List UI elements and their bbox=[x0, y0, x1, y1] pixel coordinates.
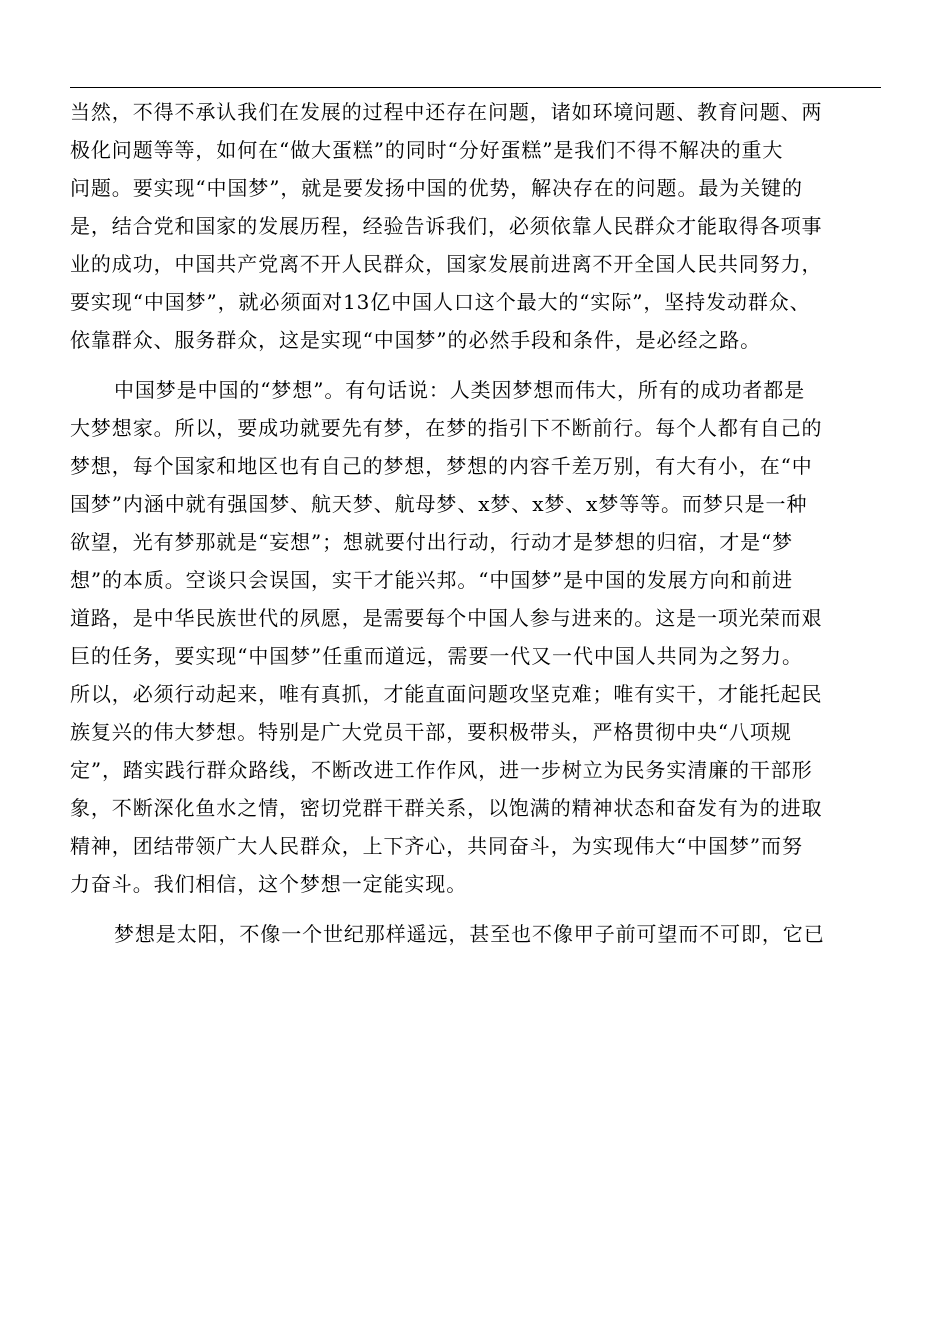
paragraph-1 bbox=[70, 97, 900, 363]
text-line: 道路，是中华民族世代的夙愿，是需要每个中国人参与进来的。这是一项光荣而艰 bbox=[70, 606, 823, 630]
paragraph-gap bbox=[70, 907, 900, 919]
text-line: 欲望，光有梦那就是“妄想”；想就要付出行动，行动才是梦想的归宿，才是“梦 bbox=[70, 530, 794, 554]
text-line: 极化问题等等，如何在“做大蛋糕”的同时“分好蛋糕”是我们不得不解决的重大 bbox=[70, 138, 784, 162]
text-line: 当然，不得不承认我们在发展的过程中还存在问题，诸如环境问题、教育问题、两 bbox=[70, 100, 823, 124]
text-line: 象，不断深化鱼水之情，密切党群干群关系，以饱满的精神状态和奋发有为的进取 bbox=[70, 796, 823, 820]
text-line: 力奋斗。我们相信，这个梦想一定能实现。 bbox=[70, 872, 468, 896]
paragraph-2 bbox=[70, 375, 900, 907]
text-line: 业的成功，中国共产党离不开人民群众，国家发展前进离不开全国人民共同努力， bbox=[70, 252, 823, 276]
text-line: 所以，必须行动起来，唯有真抓，才能直面问题攻坚克难；唯有实干，才能托起民 bbox=[70, 682, 823, 706]
header-rule bbox=[70, 87, 881, 88]
text-line: 想”的本质。空谈只会误国，实干才能兴邦。“中国梦”是中国的发展方向和前进 bbox=[70, 568, 794, 592]
text-line: 中国梦是中国的“梦想”。有句话说：人类因梦想而伟大，所有的成功者都是 bbox=[114, 378, 806, 402]
text-line: 定”，踏实践行群众路线，不断改进工作作风，进一步树立为民务实清廉的干部形 bbox=[70, 758, 813, 782]
text-line: 要实现“中国梦”，就必须面对13亿中国人口这个最大的“实际”，坚持发动群众、 bbox=[70, 290, 811, 314]
text-line: 依靠群众、服务群众，这是实现“中国梦”的必然手段和条件，是必经之路。 bbox=[70, 328, 762, 352]
paragraph-gap bbox=[70, 363, 900, 375]
text-line: 族复兴的伟大梦想。特别是广大党员干部，要积极带头，严格贯彻中央“八项规 bbox=[70, 720, 792, 744]
paragraph-3 bbox=[70, 919, 900, 957]
text-line: 梦想，每个国家和地区也有自己的梦想，梦想的内容千差万别，有大有小，在“中 bbox=[70, 454, 813, 478]
text-line: 巨的任务，要实现“中国梦”任重而道远，需要一代又一代中国人共同为之努力。 bbox=[70, 644, 803, 668]
text-line: 是，结合党和国家的发展历程，经验告诉我们，必须依靠人民群众才能取得各项事 bbox=[70, 214, 823, 238]
text-line: 梦想是太阳，不像一个世纪那样遥远，甚至也不像甲子前可望而不可即，它已 bbox=[114, 922, 825, 946]
text-line: 精神，团结带领广大人民群众，上下齐心，共同奋斗，为实现伟大“中国梦”而努 bbox=[70, 834, 803, 858]
text-line: 大梦想家。所以，要成功就要先有梦，在梦的指引下不断前行。每个人都有自己的 bbox=[70, 416, 823, 440]
text-line: 问题。要实现“中国梦”，就是要发扬中国的优势，解决存在的问题。最为关键的 bbox=[70, 176, 803, 200]
text-line: 国梦”内涵中就有强国梦、航天梦、航母梦、x梦、x梦、x梦等等。而梦只是一种 bbox=[70, 492, 808, 516]
body-text bbox=[70, 97, 900, 957]
